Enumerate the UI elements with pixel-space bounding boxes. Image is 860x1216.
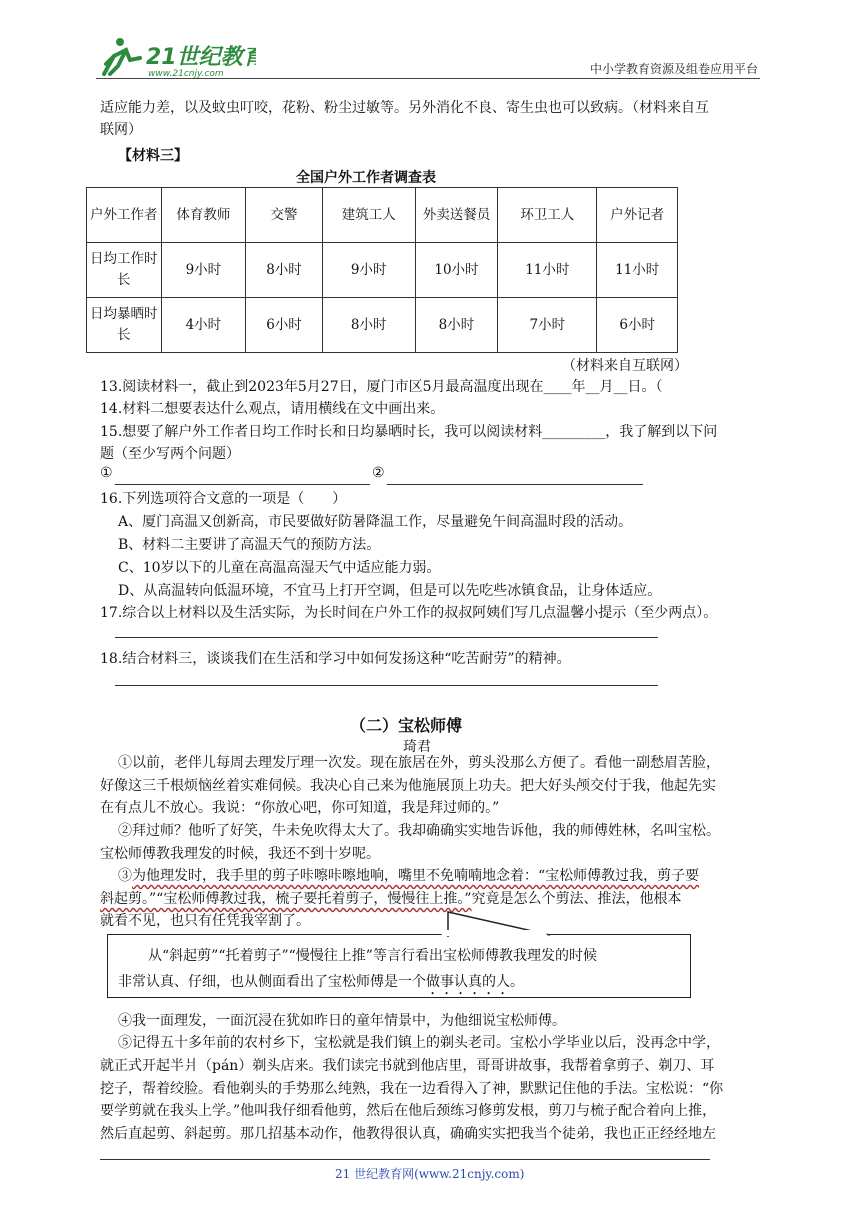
table-cell: 环卫工人 <box>498 188 597 243</box>
q16-option-d: D、从高温转向低温环境，不宜马上打开空调，但是可以先吃些冰镇食品，让身体适应。 <box>118 583 662 599</box>
question-15-line1: 15.想要了解户外工作者日均工作时长和日均暴晒时长，我可以阅读材料_________，我了解到以下问 <box>100 424 718 440</box>
para2-line2: 宝松师傅教我理发的时候，我还不到十岁呢。 <box>100 846 380 862</box>
annotation-line2: 非常认真、仔细，也从侧面看出了宝松师傅是一个做事认真的人。 <box>118 974 524 990</box>
footer-divider <box>100 1159 710 1160</box>
q16-option-a: A、厦门高温又创新高，市民要做好防暑降温工作，尽量避免午间高温时段的活动。 <box>118 514 633 530</box>
question-18: 18.结合材料三，谈谈我们在生活和学习中如何发扬这种“吃苦耐劳”的精神。 <box>100 651 571 667</box>
para5-line3: 挖子，帮着绞脸。看他剃头的手势那么纯熟，我在一边看得入了神，默默记住他的手法。宝松说：“你 <box>100 1081 724 1097</box>
emphasized-phrase: 做事认真的人 <box>426 974 510 990</box>
table-cell: 户外记者 <box>597 188 678 243</box>
table-cell: 8小时 <box>246 243 323 298</box>
para3-underlined-1: 为他理发时，我手里的剪子咔嚓咔嚓地响，嘴里不免喃喃地念着：“宝松师傅教过我，剪子要 <box>132 868 700 884</box>
table-cell: 8小时 <box>322 298 415 353</box>
q17-answer-line[interactable] <box>115 637 658 638</box>
table-row <box>87 243 678 298</box>
question-15-line2: 题（至少写两个问题） <box>100 446 240 462</box>
runner-icon <box>104 38 140 74</box>
question-16: 16.下列选项符合文意的一项是（ ） <box>100 491 347 507</box>
question-17: 17.综合以上材料以及生活实际，为长时间在户外工作的叔叔阿姨们写几点温馨小提示（至少两点）。 <box>100 605 718 621</box>
table-cell: 4小时 <box>161 298 246 353</box>
para3-rest: 究竟是怎么个剪法、推法，他根本 <box>471 891 682 907</box>
q15-blank1-label: ① <box>100 465 113 481</box>
table-cell: 11小时 <box>498 243 597 298</box>
header-divider <box>96 78 760 79</box>
table-cell: 11小时 <box>597 243 678 298</box>
para1-line1: ①以前，老伴儿每周去理发厅理一次发。现在旅居在外，剪头没那么方便了。看他一副愁眉苦脸， <box>118 755 720 771</box>
q15-answer-line1[interactable] <box>115 484 370 485</box>
para5-line2: 就正式开起半爿（pán）剃头店来。我们读完书就到他店里，哥哥讲故事，我帮着拿剪子、剃刀、耳 <box>100 1058 715 1074</box>
q16-option-b: B、材料二主要讲了高温天气的预防方法。 <box>118 537 381 553</box>
annotation-text <box>118 943 688 998</box>
material3-label: 【材料三】 <box>118 148 188 164</box>
table-cell: 6小时 <box>246 298 323 353</box>
para3-number: ③ <box>118 868 132 884</box>
para5-line4: 要学剪就在我头上学。”他叫我仔细看他剪，然后在他后颈练习修剪发根，剪刀与梳子配合着向上推， <box>100 1103 717 1119</box>
footer-text: 21 世纪教育网(www.21cnjy.com) <box>335 1167 525 1181</box>
para3-line1 <box>100 865 783 887</box>
q15-blank2-label: ② <box>372 465 385 481</box>
logo-text: 21世纪教育 <box>146 45 256 70</box>
table-cell: 10小时 <box>415 243 498 298</box>
table-cell: 外卖送餐员 <box>415 188 498 243</box>
table-cell: 日均暴晒时长 <box>87 298 162 353</box>
para2-line1: ②拜过师？他听了好笑，牛未免吹得太大了。我却确确实实地告诉他，我的师傅姓林，名叫宝松。 <box>118 823 720 839</box>
table-cell: 9小时 <box>322 243 415 298</box>
q18-answer-line[interactable] <box>115 685 658 686</box>
table-cell: 8小时 <box>415 298 498 353</box>
question-13: 13.阅读材料一，截止到2023年5月27日，厦门市区5月最高温度出现在____年__月__日。（ <box>100 379 663 395</box>
article-title: （二）宝松师傅 <box>350 716 463 735</box>
table-row <box>87 188 678 243</box>
table-cell: 日均工作时长 <box>87 243 162 298</box>
table-cell: 7小时 <box>498 298 597 353</box>
question-14: 14.材料二想要表达什么观点，请用横线在文中画出来。 <box>100 401 445 417</box>
table-cell: 6小时 <box>597 298 678 353</box>
para5-line1: ⑤记得五十多年前的农村乡下，宝松就是我们镇上的剃头老司。宝松小学毕业以后，没再念中学， <box>118 1035 720 1051</box>
material2-line1: 适应能力差，以及蚊虫叮咬，花粉、粉尘过敏等。另外消化不良、寄生虫也可以致病。（材料来自互 <box>100 100 709 116</box>
platform-name: 中小学教育资源及组卷应用平台 <box>589 62 758 76</box>
article-author: 琦君 <box>403 739 431 755</box>
table-title: 全国户外工作者调查表 <box>296 170 436 186</box>
site-logo <box>96 34 256 80</box>
para1-line2: 好像这三千根烦恼丝着实难伺候。我决心自己来为他施展顶上功夫。把大好头颅交付于我，他起先实 <box>100 778 716 794</box>
table-cell: 建筑工人 <box>322 188 415 243</box>
para4: ④我一面理发，一面沉浸在犹如昨日的童年情景中，为他细说宝松师傅。 <box>118 1013 566 1029</box>
survey-table <box>86 187 678 353</box>
table-cell: 9小时 <box>161 243 246 298</box>
callout-pointer-mask <box>441 930 549 936</box>
logo-url: www.21cnjy.com <box>148 69 224 79</box>
table-source: （材料来自互联网） <box>562 358 688 374</box>
table-cell: 体育教师 <box>161 188 246 243</box>
annotation-line1: 从“斜起剪”“托着剪子”“慢慢往上推”等言行看出宝松师傅教我理发的时候 <box>148 948 597 964</box>
material2-line2: 联网） <box>100 122 142 138</box>
table-cell: 户外工作者 <box>87 188 162 243</box>
table-row <box>87 298 678 353</box>
q16-option-c: C、10岁以下的儿童在高温高湿天气中适应能力弱。 <box>118 560 441 576</box>
para3-underlined-2: 斜起剪。”“宝松师傅教过我，梳子要托着剪子，慢慢往上推。” <box>100 891 472 907</box>
q15-answer-line2[interactable] <box>387 484 643 485</box>
table-cell: 交警 <box>246 188 323 243</box>
para5-line5: 然后直起剪、斜起剪。那几招基本动作，他教得很认真，确确实实把我当个徒弟，我也正正经经地左 <box>100 1126 716 1142</box>
para3-line3: 就看不见，也只有任凭我宰割了。 <box>100 913 310 929</box>
para1-line3: 在有点儿不放心。我说：“你放心吧，你可知道，我是拜过师的。” <box>100 800 500 816</box>
para3-line2 <box>100 888 765 910</box>
